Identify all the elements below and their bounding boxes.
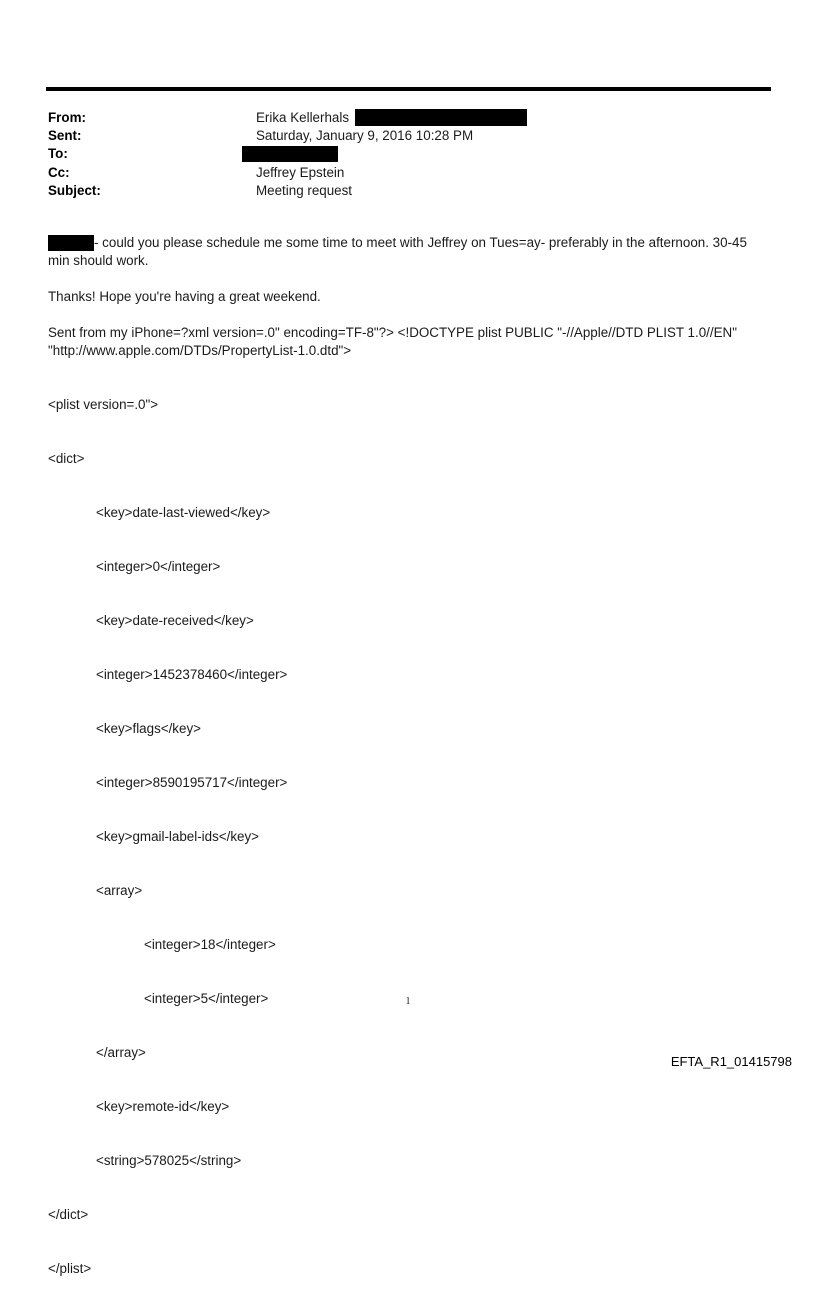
sent-value: Saturday, January 9, 2016 10:28 PM <box>256 128 474 144</box>
to-value <box>256 145 338 163</box>
xml-line: <key>date-last-viewed</key> <box>96 505 271 520</box>
sent-row <box>48 127 768 145</box>
cc-label: Cc: <box>48 164 70 180</box>
sent-label: Sent: <box>48 128 82 144</box>
from-value <box>256 109 527 127</box>
xml-line: <integer>18</integer> <box>144 937 276 952</box>
body-thanks: Thanks! Hope you're having a great weekend. <box>48 289 321 304</box>
subject-label: Subject: <box>48 182 101 198</box>
cc-value: Jeffrey Epstein <box>256 164 345 180</box>
from-label: From: <box>48 110 86 125</box>
from-row <box>48 109 768 127</box>
xml-line: <integer>8590195717</integer> <box>96 775 288 790</box>
xml-line: </plist> <box>48 1261 92 1276</box>
to-row <box>48 145 768 163</box>
body-line-1 <box>48 234 778 252</box>
subject-value: Meeting request <box>256 182 353 198</box>
xml-line: <plist version=.0"> <box>48 397 159 412</box>
body-line-1-text: - could you please schedule me some time to meet with Jeffrey on Tues=ay- preferably in the afternoon. 30-45 <box>94 235 747 250</box>
signature-line-2: "http://www.apple.com/DTDs/PropertyList-1.0.dtd"> <box>48 343 352 358</box>
email-body <box>48 234 778 1314</box>
xml-line: <array> <box>96 883 143 898</box>
cc-row <box>48 164 768 182</box>
body-line-2: min should work. <box>48 253 149 268</box>
xml-line: <integer>5</integer> <box>144 991 269 1006</box>
page-number: 1 <box>405 996 411 1007</box>
redaction-bar <box>242 146 338 162</box>
xml-line: <integer>1452378460</integer> <box>96 667 288 682</box>
email-header <box>48 109 768 200</box>
signature-line-1: Sent from my iPhone=?xml version=.0" encoding=TF-8"?> <!DOCTYPE plist PUBLIC "-//Apple//DTD PLIST 1.0//EN" <box>48 325 737 340</box>
xml-line: </array> <box>96 1045 146 1060</box>
plist-xml <box>48 360 778 1314</box>
xml-line: <string>578025</string> <box>96 1153 242 1168</box>
xml-line: <key>remote-id</key> <box>96 1099 230 1114</box>
redaction-bar <box>48 235 94 251</box>
xml-line: <dict> <box>48 451 85 466</box>
header-rule <box>46 87 771 91</box>
bates-stamp: EFTA_R1_01415798 <box>670 1054 792 1069</box>
xml-line: <key>gmail-label-ids</key> <box>96 829 260 844</box>
from-name: Erika Kellerhals <box>256 110 350 125</box>
to-label: To: <box>48 146 68 162</box>
redaction-bar <box>355 109 527 126</box>
subject-row <box>48 182 768 200</box>
xml-line: <key>date-received</key> <box>96 613 254 628</box>
xml-line: <key>flags</key> <box>96 721 201 736</box>
xml-line: </dict> <box>48 1207 89 1222</box>
xml-line: <integer>0</integer> <box>96 559 221 574</box>
